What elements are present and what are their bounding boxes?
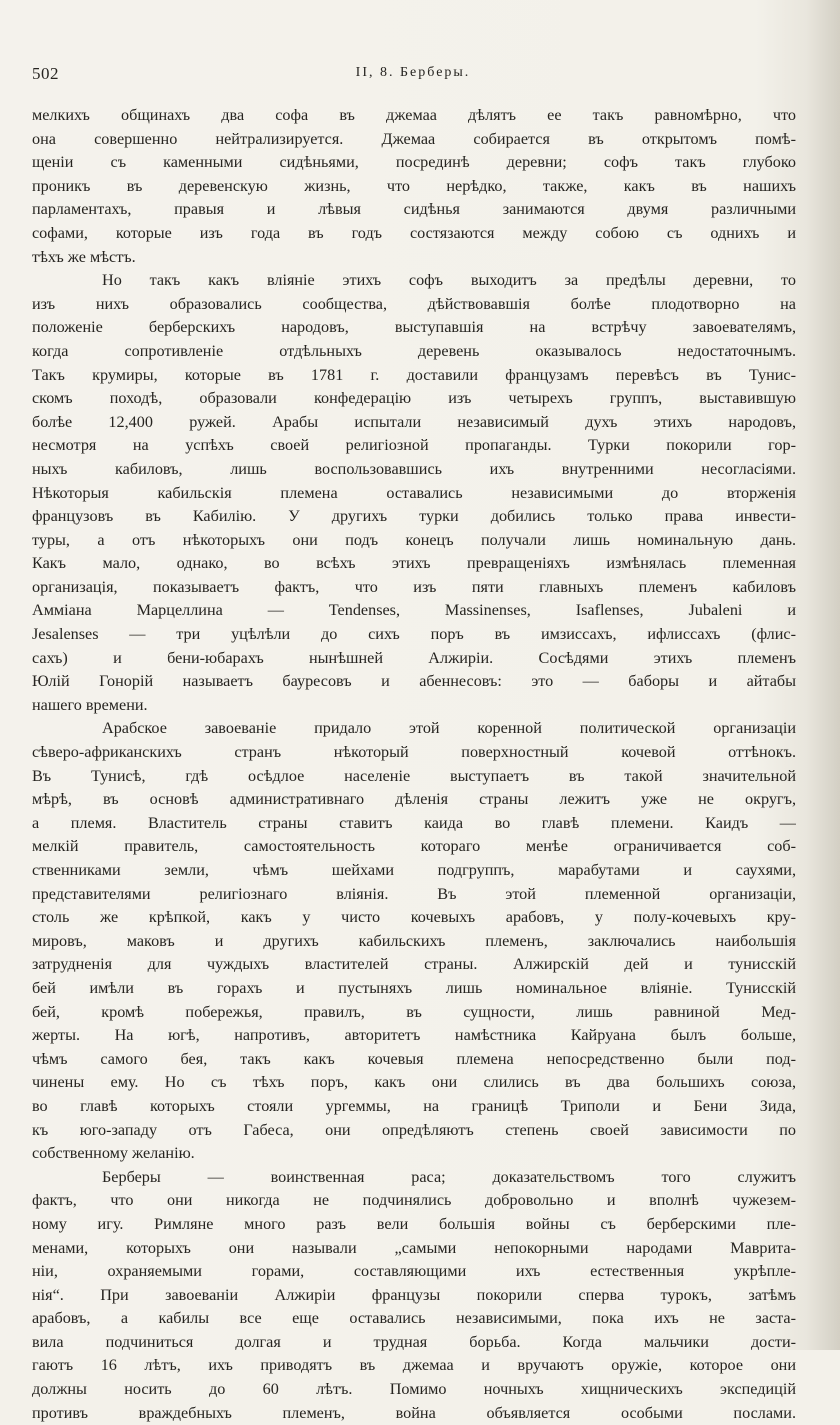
- text-line: противъ враждебныхъ племенъ, война объявляется особыми послами.: [32, 1403, 796, 1422]
- text-line: чинены ему. Но съ тѣхъ поръ, какъ они слились въ два большихъ союза,: [32, 1073, 796, 1092]
- text-line: ніи, охраняемыми горами, составляющими ихъ естественныя укрѣпле-: [32, 1262, 796, 1281]
- text-line: Такъ крумиры, которые въ 1781 г. доставили французамъ перевѣсъ въ Тунис-: [32, 365, 796, 384]
- text-line: сѣверо-африканскихъ странъ нѣкоторый поверхностный кочевой оттѣнокъ.: [32, 743, 796, 762]
- text-line: французовъ въ Кабилію. У другихъ турки добились только права инвести-: [32, 507, 796, 526]
- text-line: ному игу. Римляне много разъ вели большія войны съ берберскими пле-: [32, 1214, 796, 1233]
- text-line: мировъ, маковъ и другихъ кабильскихъ племенъ, заключались наибольшія: [32, 931, 796, 950]
- text-line: нія“. При завоеваніи Алжиріи французы покорили сперва турокъ, затѣмъ: [32, 1285, 796, 1304]
- text-line: къ юго-западу отъ Габеса, они опредѣляютъ степень своей зависимости по: [32, 1120, 796, 1139]
- text-line: туры, а отъ нѣкоторыхъ они подъ конецъ получали лишь номинальную дань.: [32, 530, 796, 549]
- text-line: бей имѣли въ горахъ и пустыняхъ лишь номинальное вліяніе. Тунисскій: [32, 978, 796, 997]
- text-line: во главѣ которыхъ стояли ургеммы, на границѣ Триполи и Бени Зида,: [32, 1096, 796, 1115]
- text-line: нашего времени.: [32, 695, 148, 714]
- text-line: щеніи съ каменными сидѣньями, посрединѣ деревни; софъ такъ глубоко: [32, 153, 796, 172]
- text-line: скомъ походѣ, образовали конфедерацію изъ четырехъ группъ, выставившую: [32, 389, 796, 408]
- text-line: представителями религіознаго вліянія. Въ этой племенной организаціи,: [32, 884, 796, 903]
- page-header: [32, 64, 794, 88]
- text-line: организація, показываетъ фактъ, что изъ пяти главныхъ племенъ кабиловъ: [32, 577, 796, 596]
- paragraph-2: [32, 269, 796, 717]
- text-line: жерты. На югѣ, напротивъ, авторитетъ намѣстника Кайруана былъ больше,: [32, 1026, 796, 1045]
- text-line: чѣмъ самого бея, такъ какъ кочевыя племена непосредственно были под-: [32, 1049, 796, 1068]
- text-line: Jesalenses — три уцѣлѣли до сихъ поръ въ имзиссахъ, ифлиссахъ (флис-: [32, 625, 796, 644]
- text-line: арабовъ, а кабилы все еще оставались независимыми, пока ихъ не заста-: [32, 1309, 796, 1328]
- text-line: мелкій правитель, самостоятельность котораго менѣе ограничивается соб-: [32, 837, 796, 856]
- text-line: парламентахъ, правыя и лѣвыя сидѣнья занимаются двумя различными: [32, 200, 796, 219]
- text-line: ныхъ кабиловъ, лишь воспользовавшись ихъ внутренними несогласіями.: [32, 459, 796, 478]
- text-line: софами, которые изъ года въ годъ состязаются между собою съ однихъ и: [32, 223, 796, 242]
- text-line: тѣхъ же мѣстъ.: [32, 247, 136, 266]
- text-line: проникъ въ деревенскую жизнь, что нерѣдко, также, какъ въ нашихъ: [32, 176, 796, 195]
- paragraph-4: [32, 1166, 796, 1425]
- text-line: бей, кромѣ побережья, правилъ, въ сущности, лишь равниной Мед-: [32, 1002, 796, 1021]
- text-line: Какъ мало, однако, во всѣхъ этихъ превращеніяхъ измѣнялась племенная: [32, 554, 796, 573]
- text-line: собственному желанію.: [32, 1144, 195, 1163]
- text-line: затрудненія для чуждыхъ властителей страны. Алжирскій дей и тунисскій: [32, 955, 796, 974]
- text-line: должны носить до 60 лѣтъ. Помимо ночныхъ хищническихъ экспедицій: [32, 1380, 796, 1399]
- running-head: II, 8. Берберы.: [355, 65, 471, 80]
- text-line: фактъ, что они никогда не подчинялись добровольно и вполнѣ чужезем-: [32, 1191, 796, 1210]
- text-line: мѣрѣ, въ основѣ административнаго дѣленія страны лежитъ уже не округъ,: [32, 790, 796, 809]
- text-line: гаютъ 16 лѣтъ, ихъ приводятъ въ джемаа и вручаютъ оружіе, которое они: [32, 1356, 796, 1375]
- text-line: когда сопротивленіе отдѣльныхъ деревень оказывалось недостаточнымъ.: [32, 341, 796, 360]
- text-line: Амміана Марцеллина — Tendenses, Massinenses, Isaflenses, Jubaleni и: [32, 601, 796, 620]
- text-line: положеніе берберскихъ народовъ, выступавшія на встрѣчу завоевателямъ,: [32, 318, 796, 337]
- text-line: Нѣкоторыя кабильскія племена оставались независимыми до вторженія: [32, 483, 796, 502]
- text-line: Берберы — воинственная раса; доказательствомъ того служитъ: [102, 1167, 796, 1186]
- page-number: 502: [32, 64, 59, 83]
- text-line: изъ нихъ образовались сообщества, дѣйствовавшія болѣе плодотворно на: [32, 294, 796, 313]
- paragraph-3: [32, 717, 796, 1165]
- text-line: ственниками земли, чѣмъ шейхами подгруппъ, марабутами и саухями,: [32, 861, 796, 879]
- text-line: сахъ) и бени-юбарахъ нынѣшней Алжиріи. Сосѣдями этихъ племенъ: [32, 648, 796, 667]
- text-line: Но такъ какъ вліяніе этихъ софъ выходитъ за предѣлы деревни, то: [102, 271, 796, 290]
- text-line: несмотря на успѣхъ своей религіозной пропаганды. Турки покорили гор-: [32, 436, 796, 455]
- text-line: а племя. Властитель страны ставитъ каида во главѣ племени. Каидъ —: [32, 813, 796, 832]
- paragraph-1: [32, 104, 796, 269]
- text-line: вила подчиниться долгая и трудная борьба. Когда мальчики дости-: [32, 1332, 796, 1351]
- text-line: она совершенно нейтрализируется. Джемаа собирается въ открытомъ помѣ-: [32, 129, 796, 148]
- body-text: [32, 104, 796, 1425]
- text-line: менами, которыхъ они называли „самыми непокорными народами Маврита-: [32, 1238, 796, 1257]
- text-line: Арабское завоеваніе придало этой коренной политической организаціи: [102, 719, 796, 738]
- text-line: мелкихъ общинахъ два софа въ джемаа дѣлятъ ее такъ равномѣрно, что: [32, 106, 796, 124]
- text-line: Въ Тунисѣ, гдѣ осѣдлое населеніе выступаетъ въ такой значительной: [32, 766, 796, 785]
- text-line: столь же крѣпкой, какъ у чисто кочевыхъ арабовъ, у полу-кочевыхъ кру-: [32, 908, 796, 927]
- text-line: болѣе 12,400 ружей. Арабы испытали независимый духъ этихъ народовъ,: [32, 412, 796, 431]
- text-line: Юлій Гонорій называетъ бауресовъ и абеннесовъ: это — баборы и айтабы: [32, 672, 796, 691]
